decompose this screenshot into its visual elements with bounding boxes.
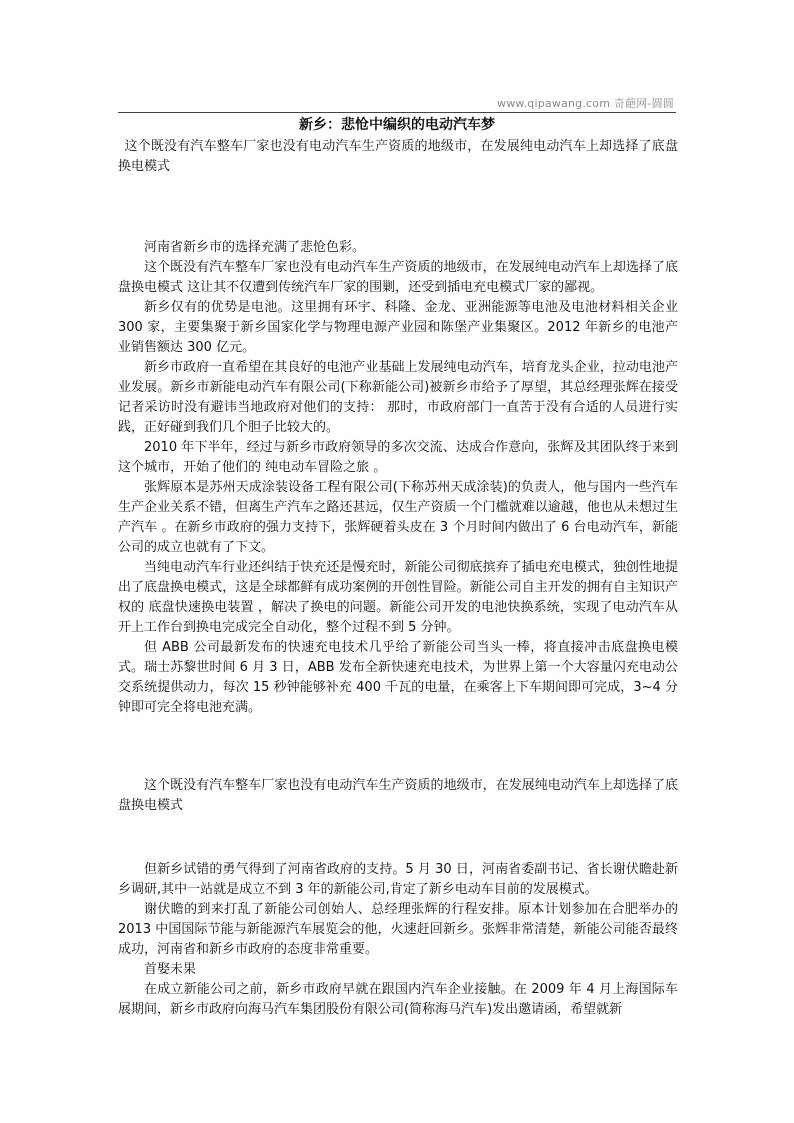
paragraph: 张辉原本是苏州天成涂装设备工程有限公司(下称苏州天成涂装)的负责人，他与国内一些汽车生产企业关系不错，但离生产汽车之路还甚远，仅生产资质一个门槛就难以逾越，他也从未想过生产汽车 。在新乡市政府的强力支持下，张辉硬着头皮在 3 个月时间内做出了 6 台电动汽车，新能公司的成立也就有了下文。 (118, 480, 678, 555)
article-body-section-1 (118, 238, 678, 718)
paragraph: 新乡市政府一直希望在其良好的电池产业基础上发展纯电动汽车，培育龙头企业，拉动电池产业发展。新乡市新能电动汽车有限公司(下称新能公司)被新乡市给予了厚望，其总经理张辉在接受记者采访时没有避讳当地政府对他们的支持： 那时，市政府部门一直苦于没有合适的人员进行实践，正好碰到我们几个胆子比较大的。 (118, 360, 678, 435)
paragraph: 新乡仅有的优势是电池。这里拥有环宇、科隆、金龙、亚洲能源等电池及电池材料相关企业 300 家，主要集聚于新乡国家化学与物理电源产业园和陈堡产业集聚区。2012 年新乡的电池产业销售额达 300 亿元。 (118, 300, 678, 355)
paragraph: 谢伏瞻的到来打乱了新能公司创始人、总经理张辉的行程安排。原本计划参加在合肥举办的 2013 中国国际节能与新能源汽车展览会的他，火速赶回新乡。张辉非常清楚，新能公司能否最终成功，河南省和新乡市政府的态度非常重要。 (118, 902, 678, 957)
header-divider (118, 112, 676, 113)
site-watermark-note: www.qipawang.com 奇葩网-圆圆 (497, 97, 674, 110)
pull-quote (118, 776, 678, 816)
paragraph: 在成立新能公司之前，新乡市政府早就在跟国内汽车企业接触。在 2009 年 4 月上海国际车展期间，新乡市政府向海马汽车集团股份有限公司(简称海马汽车)发出邀请函，希望就新 (118, 982, 678, 1017)
paragraph: 当纯电动汽车行业还纠结于快充还是慢充时，新能公司彻底摈弃了插电充电模式，独创性地提出了底盘换电模式，这是全球都鲜有成功案例的开创性冒险。新能公司自主开发的拥有自主知识产权的 底盘快速换电装置 ，解决了换电的问题。新能公司开发的电池快换系统，实现了电动汽车从开上工作台到换电完成完全自动化，整个过程不到 5 分钟。 (118, 560, 678, 635)
article-title: 新乡：悲怆中编织的电动汽车梦 (299, 117, 495, 133)
paragraph: 这个既没有汽车整车厂家也没有电动汽车生产资质的地级市，在发展纯电动汽车上却选择了底盘换电模式 这让其不仅遭到传统汽车厂家的围剿，还受到插电充电模式厂家的鄙视。 (118, 260, 678, 295)
paragraph: 河南省新乡市的选择充满了悲怆色彩。 (144, 240, 366, 255)
paragraph: 2010 年下半年，经过与新乡市政府领导的多次交流、达成合作意向，张辉及其团队终于来到这个城市，开始了他们的 纯电动车冒险之旅 。 (118, 440, 678, 475)
paragraph: 但 ABB 公司最新发布的快速充电技术几乎给了新能公司当头一棒，将直接冲击底盘换电模式。瑞士苏黎世时间 6 月 3 日，ABB 发布全新快速充电技术，为世界上第一个大容量闪充电动公交系统提供动力，每次 15 秒钟能够补充 400 千瓦的电量，在乘客上下车期间即可完成，3~4 分钟即可完全将电池充满。 (118, 640, 678, 715)
lead-paragraph: 这个既没有汽车整车厂家也没有电动汽车生产资质的地级市，在发展纯电动汽车上却选择了底盘换电模式 (118, 139, 678, 174)
section-subheading: 首娶未果 (144, 962, 197, 977)
paragraph: 但新乡试错的勇气得到了河南省政府的支持。5 月 30 日，河南省委副书记、省长谢伏瞻赴新乡调研,其中一站就是成立不到 3 年的新能公司,肯定了新乡电动车目前的发展模式。 (118, 862, 678, 897)
pull-quote-text: 这个既没有汽车整车厂家也没有电动汽车生产资质的地级市，在发展纯电动汽车上却选择了底盘换电模式 (118, 778, 678, 813)
article-body-section-2 (118, 860, 678, 1020)
article-lead (118, 137, 678, 177)
